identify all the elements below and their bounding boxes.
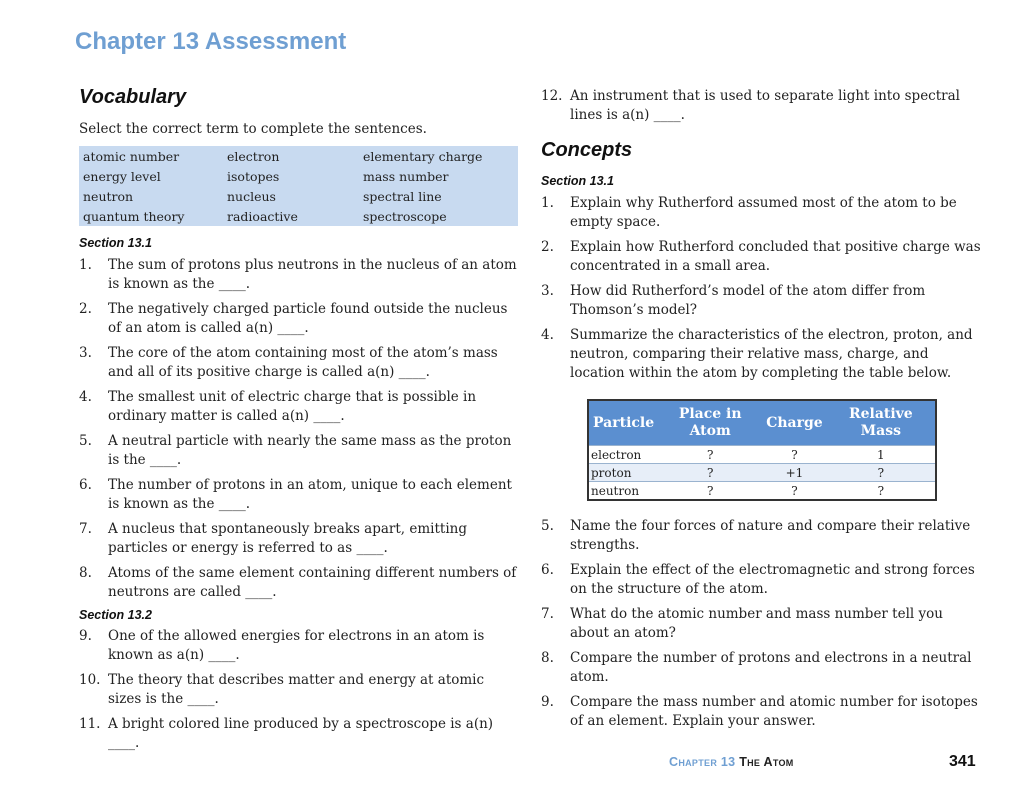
question-item: [541, 87, 981, 125]
table-cell: electron: [588, 446, 658, 464]
vocabulary-question-list-2: [79, 627, 519, 753]
question-number: 1.: [541, 195, 554, 211]
question-number: 10.: [79, 672, 101, 688]
question-number: 5.: [541, 518, 554, 534]
concepts-heading: Concepts: [541, 139, 633, 161]
question-number: 2.: [541, 239, 554, 255]
question-text: The core of the atom containing most of the atom’s mass and all of its positive charge is called a(n) ____.: [108, 345, 498, 380]
question-item: [79, 300, 519, 338]
vocab-term-row: [79, 206, 518, 226]
question-item: [79, 671, 519, 709]
question-item: [541, 605, 981, 643]
table-header-cell: Place in Atom: [658, 400, 762, 446]
question-number: 8.: [79, 565, 92, 581]
question-item: [79, 432, 519, 470]
question-item: [79, 476, 519, 514]
vocab-term: atomic number: [83, 148, 180, 164]
question-item: [79, 627, 519, 665]
question-text: The number of protons in an atom, unique to each element is known as the ____.: [108, 477, 512, 512]
table-cell: ?: [658, 464, 762, 482]
vocab-term: energy level: [83, 168, 161, 184]
table-header-cell: Charge: [762, 400, 826, 446]
question-text: The theory that describes matter and energy at atomic sizes is the ____.: [108, 672, 485, 707]
question-number: 11.: [79, 716, 101, 732]
vocab-term: nucleus: [227, 188, 276, 204]
question-text: Summarize the characteristics of the electron, proton, and neutron, comparing their relative mass, charge, and location within the atom by completing the table below.: [570, 327, 973, 381]
concepts-section-13-1-heading: Section 13.1: [541, 174, 614, 188]
vocab-term: mass number: [363, 168, 449, 184]
table-cell: ?: [762, 482, 826, 501]
section-13-1-heading: Section 13.1: [79, 236, 152, 250]
table-cell: 1: [827, 446, 936, 464]
concepts-question-list: [541, 194, 981, 383]
vocab-term: isotopes: [227, 168, 280, 184]
question-item: [541, 517, 981, 555]
question-text: The sum of protons plus neutrons in the nucleus of an atom is known as the ____.: [108, 257, 517, 292]
question-text: Explain why Rutherford assumed most of the atom to be empty space.: [570, 195, 957, 230]
question-text: A nucleus that spontaneously breaks apart, emitting particles or energy is referred to as ____.: [108, 521, 467, 556]
question-text: Atoms of the same element containing different numbers of neutrons are called ____.: [108, 565, 517, 600]
question-text: Explain the effect of the electromagnetic and strong forces on the structure of the atom.: [570, 562, 975, 597]
question-number: 9.: [79, 628, 92, 644]
question-item: [541, 649, 981, 687]
vocab-term-row: [79, 186, 518, 206]
table-cell: ?: [827, 482, 936, 501]
table-row: [588, 464, 936, 482]
question-number: 9.: [541, 694, 554, 710]
vocab-term: spectroscope: [363, 208, 447, 224]
question-item: [541, 326, 981, 383]
question-text: How did Rutherford’s model of the atom differ from Thomson’s model?: [570, 283, 926, 318]
vocabulary-question-list: [79, 256, 519, 602]
question-item: [79, 388, 519, 426]
question-item: [79, 520, 519, 558]
table-cell: ?: [658, 482, 762, 501]
question-item: [79, 715, 519, 753]
table-header-cell: Relative Mass: [827, 400, 936, 446]
question-text: The negatively charged particle found outside the nucleus of an atom is called a(n) ____.: [108, 301, 508, 336]
table-cell: proton: [588, 464, 658, 482]
question-item: [541, 282, 981, 320]
chapter-title: Chapter 13 Assessment: [75, 28, 347, 55]
question-text: Compare the number of protons and electrons in a neutral atom.: [570, 650, 972, 685]
question-number: 6.: [79, 477, 92, 493]
question-item: [541, 561, 981, 599]
question-number: 3.: [541, 283, 554, 299]
right-column: [541, 87, 981, 737]
table-cell: neutron: [588, 482, 658, 501]
vocabulary-question-list-continued: [541, 87, 981, 125]
page-number: 341: [949, 753, 976, 770]
table-row: [588, 446, 936, 464]
vocabulary-term-table: [79, 146, 518, 226]
vocab-term: neutron: [83, 188, 134, 204]
question-text: What do the atomic number and mass number tell you about an atom?: [570, 606, 943, 641]
question-number: 7.: [79, 521, 92, 537]
question-number: 3.: [79, 345, 92, 361]
question-text: Name the four forces of nature and compare their relative strengths.: [570, 518, 971, 553]
question-number: 7.: [541, 606, 554, 622]
table-header-cell: Particle: [588, 400, 658, 446]
question-number: 4.: [79, 389, 92, 405]
question-text: A bright colored line produced by a spectroscope is a(n) ____.: [108, 716, 494, 751]
vocabulary-instruction: Select the correct term to complete the sentences.: [79, 121, 427, 137]
question-item: [79, 564, 519, 602]
question-number: 12.: [541, 88, 563, 104]
vocab-term-row: [79, 146, 518, 166]
table-cell: ?: [762, 446, 826, 464]
footer-chapter-label: Chapter 13: [669, 755, 736, 769]
question-number: 5.: [79, 433, 92, 449]
question-number: 4.: [541, 327, 554, 343]
question-text: One of the allowed energies for electrons in an atom is known as a(n) ____.: [108, 628, 485, 663]
table-cell: +1: [762, 464, 826, 482]
question-text: The smallest unit of electric charge that is possible in ordinary matter is called a(n) ____.: [108, 389, 477, 424]
question-item: [541, 238, 981, 276]
vocab-term: radioactive: [227, 208, 298, 224]
question-number: 6.: [541, 562, 554, 578]
vocab-term-row: [79, 166, 518, 186]
vocab-term: spectral line: [363, 188, 442, 204]
vocabulary-heading: Vocabulary: [79, 86, 187, 108]
left-column: [79, 84, 519, 759]
question-text: A neutral particle with nearly the same mass as the proton is the ____.: [108, 433, 512, 468]
question-text: An instrument that is used to separate light into spectral lines is a(n) ____.: [570, 88, 960, 123]
table-row: [588, 482, 936, 501]
vocab-term: quantum theory: [83, 208, 185, 224]
question-number: 8.: [541, 650, 554, 666]
question-number: 2.: [79, 301, 92, 317]
question-text: Compare the mass number and atomic number for isotopes of an element. Explain your answer.: [570, 694, 978, 729]
question-text: Explain how Rutherford concluded that positive charge was concentrated in a small area.: [570, 239, 981, 274]
question-item: [79, 256, 519, 294]
question-item: [79, 344, 519, 382]
vocab-term: electron: [227, 148, 280, 164]
section-13-2-heading: Section 13.2: [79, 608, 152, 622]
footer-running-head: [669, 755, 794, 769]
question-number: 1.: [79, 257, 92, 273]
particle-properties-table: [587, 399, 937, 501]
concepts-question-list-2: [541, 517, 981, 731]
question-item: [541, 693, 981, 731]
table-cell: ?: [658, 446, 762, 464]
question-item: [541, 194, 981, 232]
table-cell: ?: [827, 464, 936, 482]
footer-chapter-name: The Atom: [739, 755, 794, 769]
vocab-term: elementary charge: [363, 148, 483, 164]
